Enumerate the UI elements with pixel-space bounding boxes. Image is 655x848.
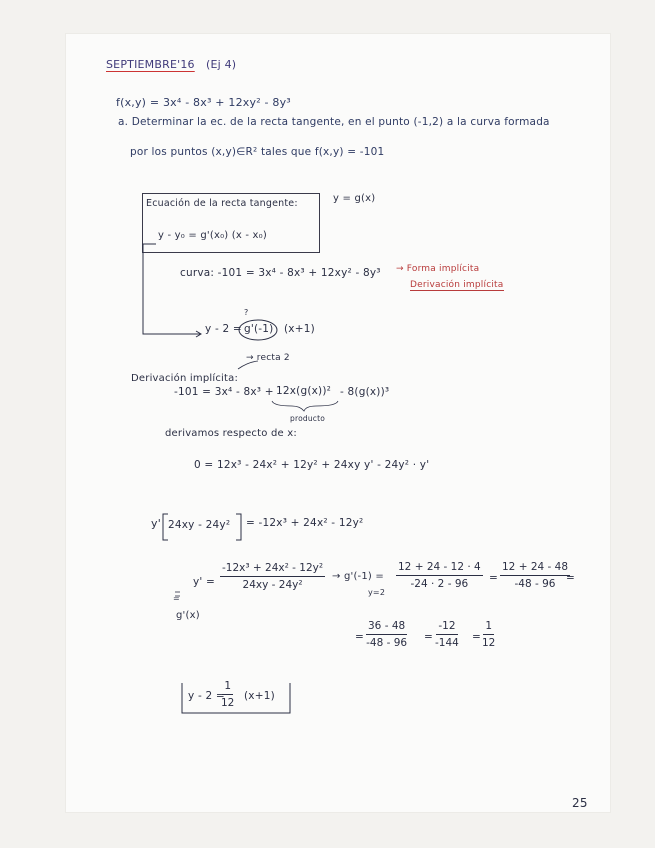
simplify-equals: =: [355, 631, 364, 643]
exercise-label: (Ej 4): [206, 58, 237, 71]
result-numerator: 1: [222, 680, 233, 695]
simplify-numerator-1: 36 - 48: [366, 620, 407, 635]
eval-fraction: [396, 561, 483, 590]
eval-equals: =: [489, 572, 498, 584]
solve-bracket: 24xy - 24y²: [168, 519, 231, 531]
derivative-equation: 0 = 12x³ - 24x² + 12y² + 24xy y' - 24y² · y': [194, 459, 430, 471]
result-lhs: y - 2 =: [188, 690, 225, 702]
problem-statement-line-2: por los puntos (x,y)∈R² tales que f(x,y) = -101: [130, 146, 385, 158]
implicit-derivation-note: Derivación implícita: [410, 280, 504, 290]
tangent-line-rest: (x+1): [284, 323, 315, 335]
solve-rhs: = -12x³ + 24x² - 12y²: [246, 517, 364, 529]
simplify-equals-1: =: [424, 631, 433, 643]
equal-mark: =: [173, 594, 180, 603]
tangent-line-lhs: y - 2 =: [205, 323, 242, 335]
derive-label: derivamos respecto de x:: [165, 428, 297, 439]
simplify-numerator-2: -12: [436, 620, 457, 635]
simplified-numerator-1: 12 + 24 - 48: [500, 561, 570, 576]
implicit-heading: Derivación implícita:: [131, 373, 239, 384]
simplify-denominator-2: -144: [435, 637, 459, 649]
product-label: producto: [290, 414, 326, 423]
eval-label: → g'(-1) =: [332, 571, 384, 582]
simplify-fraction-2: [435, 620, 459, 649]
gprime-x-label: g'(x): [176, 610, 200, 621]
circled-slope: g'(-1): [244, 323, 274, 335]
problem-statement-line-1: a. Determinar la ec. de la recta tangente, en el punto (-1,2) a la curva formada: [118, 116, 550, 128]
yprime-fraction: [220, 562, 325, 591]
page-title: SEPTIEMBRE'16: [106, 58, 195, 71]
simplify-fraction-3: [482, 620, 495, 649]
unknown-mark: ?: [244, 308, 249, 317]
eval-condition: y=2: [368, 588, 386, 597]
yprime-numerator: -12x³ + 24x² - 12y²: [220, 562, 325, 577]
result-denominator: 12: [221, 697, 235, 709]
implicit-form-label: → Forma implícita: [396, 264, 480, 274]
simplify-equals-2: =: [472, 631, 481, 643]
simplify-fraction-1: [366, 620, 407, 649]
simplify-numerator-3: 1: [483, 620, 494, 635]
simplify-denominator-3: 12: [482, 637, 496, 649]
implicit-equation-left: -101 = 3x⁴ - 8x³ +: [174, 386, 274, 398]
tangent-box-label: Ecuación de la recta tangente:: [146, 198, 298, 209]
simplified-denominator-1: -48 - 96: [514, 578, 556, 590]
implicit-equation-right: - 8(g(x))³: [340, 386, 390, 398]
simplified-fraction-1: [500, 561, 570, 590]
function-definition: f(x,y) = 3x⁴ - 8x³ + 12xy² - 8y³: [116, 96, 291, 109]
page-number: 25: [572, 796, 588, 810]
yprime-lhs: y' =: [193, 576, 216, 588]
yprime-denominator: 24xy - 24y²: [242, 579, 303, 591]
recall-note: → recta 2: [246, 353, 290, 363]
eval-denominator: -24 · 2 - 96: [410, 578, 469, 590]
implicit-equation-product: 12x(g(x))²: [276, 385, 332, 397]
result-rhs: (x+1): [244, 690, 275, 702]
simplify-denominator-1: -48 - 96: [366, 637, 408, 649]
trailing-equals: =: [566, 572, 575, 584]
y-of-x-label: y = g(x): [333, 193, 376, 204]
curve-equation: curva: -101 = 3x⁴ - 8x³ + 12xy² - 8y³: [180, 267, 381, 279]
solve-lhs: y': [151, 517, 161, 530]
eval-numerator: 12 + 24 - 12 · 4: [396, 561, 483, 576]
tangent-formula: y - y₀ = g'(x₀) (x - x₀): [158, 230, 267, 241]
result-fraction: [221, 680, 234, 709]
